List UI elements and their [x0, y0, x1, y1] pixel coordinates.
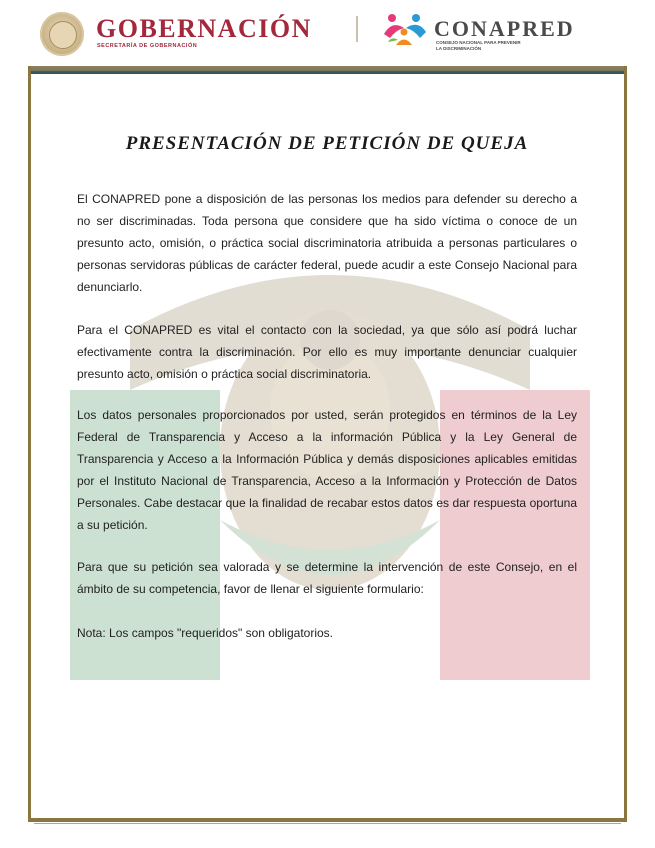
paragraph-intro: El CONAPRED pone a disposición de las personas los medios para defender su derecho a no ser discriminadas. Toda persona que considere que ha sido víctima o conoce de un presunto acto, omisión, o práctica social discriminatoria atribuida a personas particulares o personas servidoras públicas de carácter federal, puede acudir a este Consejo Nacional para denunciarlo.	[77, 192, 577, 294]
frame-bottom-rule	[34, 823, 621, 824]
paragraph-privacy: Los datos personales proporcionados por usted, serán protegidos en términos de la Ley Federal de Transparencia y Acceso a la información Pública y la Ley General de Transparencia y Acceso a la Información Pública y demás disposiciones aplicables emitidas por el Instituto Nacional de Transparencia, Acceso a la Información y Protección de Datos Personales. Cabe destacar que la finalidad de recabar estos datos es dar respuesta oportuna a su petición.	[77, 408, 577, 532]
page-title: PRESENTACIÓN DE PETICIÓN DE QUEJA	[125, 133, 529, 154]
conapred-subtitle-line1: CONSEJO NACIONAL PARA PREVENIR	[436, 40, 521, 45]
conapred-people-icon	[382, 12, 428, 46]
page-header	[0, 0, 655, 66]
frame-left-border	[28, 66, 31, 822]
conapred-subtitle-line2: LA DISCRIMINACIÓN	[436, 45, 482, 51]
paragraph-instructions: Para que su petición sea valorada y se determine la intervención de este Consejo, en el ámbito de su competencia, favor de llenar el siguiente formulario:	[77, 560, 577, 596]
conapred-subtitle	[436, 40, 521, 51]
gobernacion-seal-icon	[40, 12, 84, 56]
frame-bottom-border	[28, 818, 627, 822]
gobernacion-title: GOBERNACIÓN	[96, 14, 312, 43]
gobernacion-subtitle: SECRETARÍA DE GOBERNACIÓN	[97, 43, 198, 49]
header-divider	[356, 16, 358, 42]
paragraph-importance: Para el CONAPRED es vital el contacto con la sociedad, ya que sólo así podrá luchar efectivamente contra la discriminación. Por ello es muy importante denunciar cualquier presunto acto, omisión o práctica social discriminatoria.	[77, 323, 577, 381]
frame-top-border	[28, 66, 627, 74]
frame-right-border	[624, 66, 627, 822]
paragraph-note: Nota: Los campos "requeridos" son obligatorios.	[77, 626, 333, 640]
conapred-title: CONAPRED	[434, 16, 575, 41]
